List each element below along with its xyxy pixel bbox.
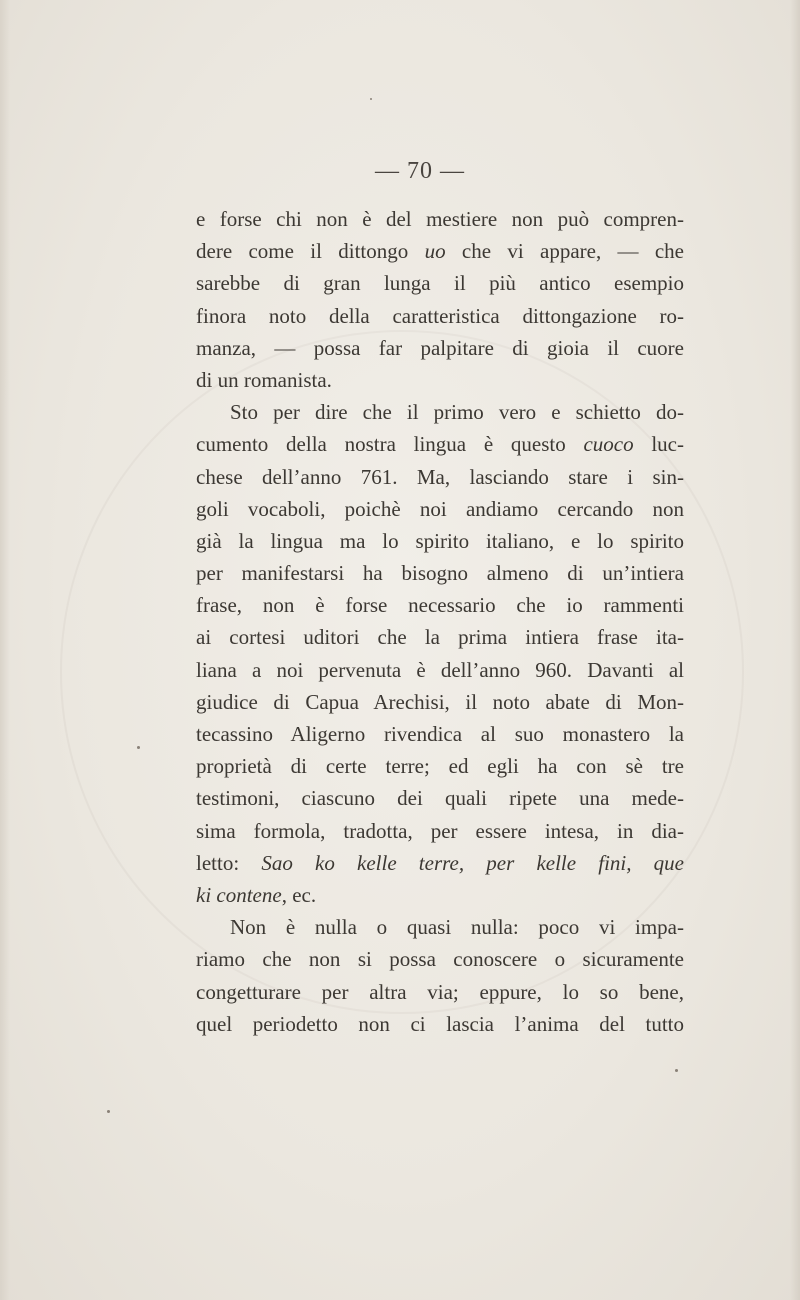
text-run: già la lingua ma lo spirito italiano, e lo spirito (196, 528, 684, 553)
text-line (196, 782, 684, 814)
text-run: testimoni, ciascuno dei quali ripete una mede- (196, 786, 684, 811)
text-run: finora noto della caratteristica dittongazione ro- (196, 303, 684, 328)
text-line (196, 300, 684, 332)
text-run: liana a noi pervenuta è dell’anno 960. Davanti al (196, 657, 684, 682)
italic-text: uo (424, 239, 446, 264)
text-run: tecassino Aligerno rivendica al suo monastero la (196, 722, 684, 746)
text-line (196, 267, 684, 299)
text-run: per manifestarsi ha bisogno almeno di un’intiera (196, 561, 684, 586)
text-line (196, 203, 684, 235)
text-run: sima formola, tradotta, per essere intesa, in dia- (196, 818, 684, 843)
text-line (196, 943, 684, 975)
text-run: quel periodetto non ci lascia l’anima del tutto (196, 1011, 684, 1036)
text-line (196, 847, 684, 879)
body-text (196, 203, 684, 1040)
text-run: riamo che non si possa conoscere o sicuramente (196, 947, 684, 972)
italic-text: Sao ko kelle terre, per kelle fini, que (261, 850, 684, 875)
text-line (196, 686, 684, 718)
text-line (196, 1008, 684, 1040)
text-line (196, 750, 684, 782)
page-number: — 70 — (375, 158, 465, 184)
text-line (196, 879, 684, 911)
paper-speck (675, 1069, 678, 1072)
text-run: cumento della nostra lingua è questo (196, 432, 584, 457)
text-run: Non è nulla o quasi nulla: poco vi impa- (230, 915, 684, 940)
text-run: dere come il dittongo (196, 239, 425, 264)
text-run: , ec. (281, 882, 317, 907)
text-run: goli vocaboli, poichè noi andiamo cercando non (196, 496, 684, 521)
text-line (196, 525, 684, 557)
text-line (196, 815, 684, 847)
text-line (196, 976, 684, 1008)
page-edge-right (790, 0, 800, 1300)
text-run: luc- (633, 432, 684, 457)
text-run: congetturare per altra via; eppure, lo so bene, (196, 979, 684, 1004)
text-line (196, 911, 684, 943)
page-edge-left (0, 0, 10, 1300)
text-line (196, 654, 684, 686)
paper-speck (137, 746, 140, 749)
text-line (196, 428, 684, 460)
text-line (196, 364, 684, 396)
text-line (196, 718, 684, 750)
text-line (196, 235, 684, 267)
text-run: che vi appare, — che (445, 239, 684, 264)
text-run: giudice di Capua Arechisi, il noto abate di Mon- (196, 689, 684, 714)
text-run: letto: (196, 850, 262, 875)
text-line (196, 557, 684, 589)
paper-speck (370, 98, 372, 100)
text-line (196, 589, 684, 621)
text-line (196, 461, 684, 493)
text-line (196, 493, 684, 525)
text-line (196, 396, 684, 428)
text-run: frase, non è forse necessario che io rammenti (196, 593, 684, 618)
text-run: proprietà di certe terre; ed egli ha con sè tre (196, 754, 684, 779)
text-run: chese dell’anno 761. Ma, lasciando stare i sin- (196, 464, 684, 489)
paper-speck (107, 1110, 110, 1113)
text-run: manza, — possa far palpitare di gioia il cuore (196, 335, 684, 360)
text-line (196, 332, 684, 364)
italic-text: ki contene (196, 882, 282, 907)
text-run: e forse chi non è del mestiere non può compren- (196, 207, 684, 231)
text-run: di un romanista. (196, 367, 332, 392)
text-line (196, 621, 684, 653)
text-run: sarebbe di gran lunga il più antico esempio (196, 271, 684, 296)
italic-text: cuoco (583, 432, 634, 457)
text-run: Sto per dire che il primo vero e schietto do- (230, 400, 684, 425)
text-run: ai cortesi uditori che la prima intiera frase ita- (196, 625, 684, 650)
